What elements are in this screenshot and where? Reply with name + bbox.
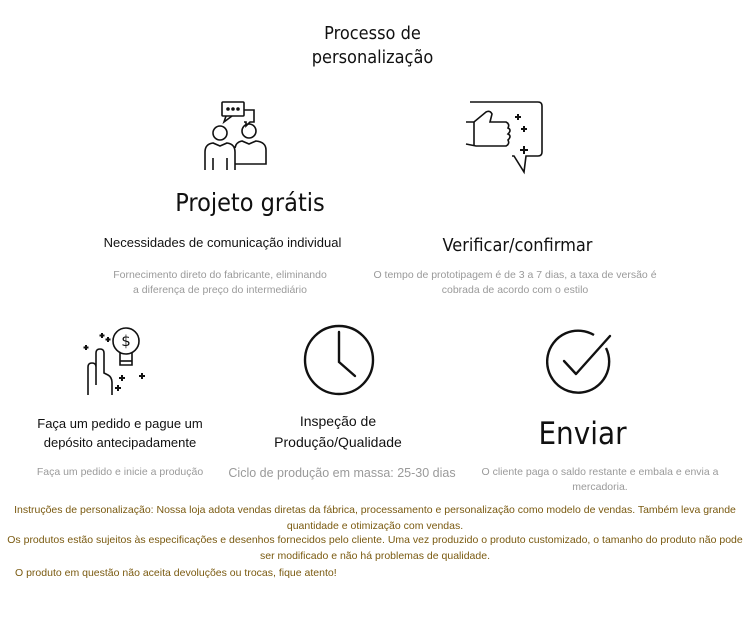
note-line-1: Instruções de personalização: Nossa loja adota vendas diretas da fábrica, processamento e personalização como modelo de vendas. Também leva grande quantidade e otimização com vendas. <box>14 504 736 532</box>
page-title: Processo de personalização <box>311 23 434 68</box>
thumbs-up-chat-icon <box>462 100 544 176</box>
step-design-subtitle: Necessidades de comunicação individual <box>103 235 342 250</box>
step-design-title: Projeto grátis <box>175 188 325 217</box>
step-order-desc: Faça um pedido e inicie a produção <box>36 466 204 478</box>
note-line-3: O produto em questão não aceita devoluções ou trocas, fique atento! <box>15 567 337 579</box>
step-design-desc: Fornecimento direto do fabricante, eliminando a diferença de preço do intermediário <box>113 269 327 296</box>
meeting-icon <box>200 100 272 172</box>
note-line-2: Os produtos estão sujeitos às especificações e desenhos fornecidos pelo cliente. Uma vez produzido o produto customizado, o tamanho do produto não pode ser modificado e não há problemas de qualidade. <box>7 534 743 562</box>
step-production-title: Inspeção de Produção/Qualidade <box>274 413 402 450</box>
step-verify-desc: O tempo de prototipagem é de 3 a 7 dias, a taxa de versão é cobrada de acordo com o estilo <box>373 269 657 296</box>
step-ship-title: Enviar <box>538 416 627 452</box>
checkmark-circle-icon <box>546 328 614 396</box>
step-verify-title: Verificar/confirmar <box>442 235 593 256</box>
step-production-desc: Ciclo de produção em massa: 25-30 dias <box>228 466 456 480</box>
idea-dollar-icon <box>78 325 153 397</box>
step-ship-desc: O cliente paga o saldo restante e embala e envia a mercadoria. <box>481 466 719 493</box>
clock-icon <box>303 324 375 396</box>
step-order-title: Faça um pedido e pague um depósito antecipadamente <box>37 416 203 450</box>
svg-text:$: $ <box>121 332 131 350</box>
